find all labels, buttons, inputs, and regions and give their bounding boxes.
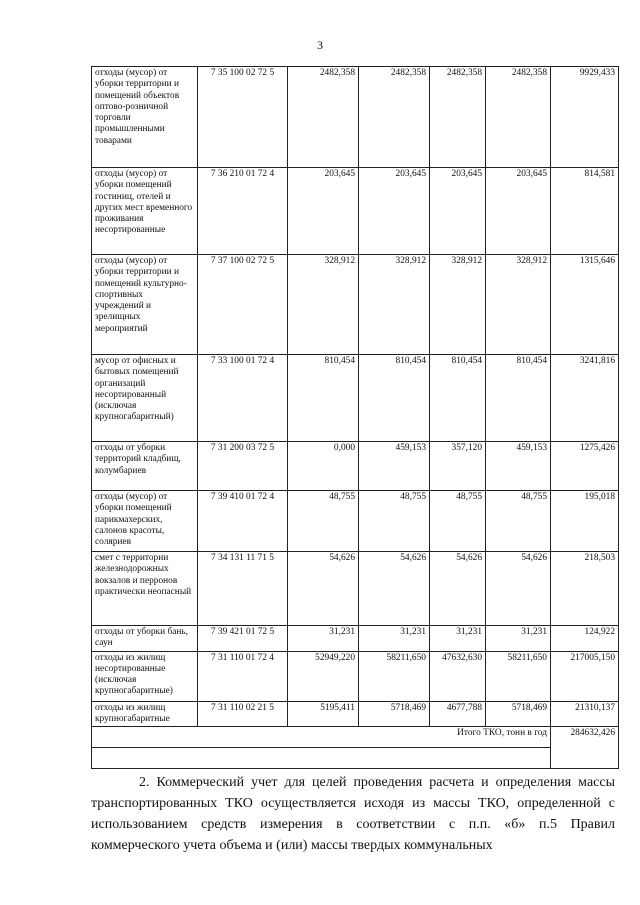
body-text [91, 772, 615, 856]
table-row [92, 67, 619, 168]
waste-name-cell: смет с территории железнодорожных вокзалов и перронов практически неопасный [92, 552, 198, 626]
waste-name-cell: отходы (мусор) от уборки территории и помещений объектов оптово-розничной торговли промышленными товарами [92, 67, 198, 168]
value-cell-3: 203,645 [430, 168, 486, 255]
value-cell-3: 328,912 [430, 255, 486, 355]
row-total-cell: 217005,150 [551, 651, 619, 701]
value-cell-2: 54,626 [359, 552, 430, 626]
row-total-cell: 124,922 [551, 626, 619, 652]
value-cell-3: 357,120 [430, 442, 486, 491]
table-row [92, 355, 619, 442]
value-cell-1: 54,626 [288, 552, 359, 626]
value-cell-2: 31,231 [359, 626, 430, 652]
value-cell-3: 31,231 [430, 626, 486, 652]
total-value: 284632,426 [551, 727, 619, 769]
row-total-cell: 218,503 [551, 552, 619, 626]
value-cell-1: 52949,220 [288, 651, 359, 701]
total-spacer-cell [92, 748, 551, 769]
fkko-code-cell: 7 31 200 03 72 5 [198, 442, 288, 491]
table-row [92, 168, 619, 255]
value-cell-4: 54,626 [486, 552, 551, 626]
waste-name-cell: отходы (мусор) от уборки территории и помещений культурно-спортивных учреждений и зрелищных мероприятий [92, 255, 198, 355]
row-total-cell: 1275,426 [551, 442, 619, 491]
value-cell-4: 31,231 [486, 626, 551, 652]
page-number: 3 [317, 38, 323, 52]
value-cell-4: 459,153 [486, 442, 551, 491]
total-row-spacer [92, 748, 619, 769]
table-row [92, 552, 619, 626]
fkko-code-cell: 7 36 210 01 72 4 [198, 168, 288, 255]
value-cell-2: 203,645 [359, 168, 430, 255]
fkko-code-cell: 7 37 100 02 72 5 [198, 255, 288, 355]
value-cell-3: 48,755 [430, 491, 486, 552]
waste-name-cell: отходы от уборки бань, саун [92, 626, 198, 652]
value-cell-4: 2482,358 [486, 67, 551, 168]
row-total-cell: 195,018 [551, 491, 619, 552]
row-total-cell: 3241,816 [551, 355, 619, 442]
fkko-code-cell: 7 31 110 02 21 5 [198, 701, 288, 727]
table-row [92, 701, 619, 727]
value-cell-1: 0,000 [288, 442, 359, 491]
value-cell-3: 47632,630 [430, 651, 486, 701]
waste-name-cell: отходы из жилищ крупногабаритные [92, 701, 198, 727]
value-cell-4: 58211,650 [486, 651, 551, 701]
value-cell-2: 459,153 [359, 442, 430, 491]
value-cell-4: 203,645 [486, 168, 551, 255]
value-cell-1: 48,755 [288, 491, 359, 552]
waste-name-cell: отходы (мусор) от уборки помещений парикмахерских, салонов красоты, соляриев [92, 491, 198, 552]
value-cell-1: 203,645 [288, 168, 359, 255]
table-row [92, 255, 619, 355]
row-total-cell: 21310,137 [551, 701, 619, 727]
waste-name-cell: отходы от уборки территорий кладбищ, колумбариев [92, 442, 198, 491]
value-cell-2: 48,755 [359, 491, 430, 552]
waste-name-cell: отходы из жилищ несортированные (исключая крупногабаритные) [92, 651, 198, 701]
value-cell-1: 328,912 [288, 255, 359, 355]
value-cell-4: 328,912 [486, 255, 551, 355]
waste-name-cell: отходы (мусор) от уборки помещений гостиниц, отелей и других мест временного проживания несортированные [92, 168, 198, 255]
waste-name-cell: мусор от офисных и бытовых помещений организаций несортированный (исключая крупногабаритный) [92, 355, 198, 442]
fkko-code-cell: 7 35 100 02 72 5 [198, 67, 288, 168]
row-total-cell: 1315,646 [551, 255, 619, 355]
value-cell-4: 5718,469 [486, 701, 551, 727]
waste-table [91, 66, 619, 769]
value-cell-2: 810,454 [359, 355, 430, 442]
total-label: Итого ТКО, тонн в год [92, 727, 551, 748]
table-row [92, 442, 619, 491]
value-cell-3: 4677,788 [430, 701, 486, 727]
table-row [92, 491, 619, 552]
value-cell-2: 5718,469 [359, 701, 430, 727]
value-cell-2: 58211,650 [359, 651, 430, 701]
value-cell-3: 810,454 [430, 355, 486, 442]
value-cell-4: 48,755 [486, 491, 551, 552]
value-cell-2: 328,912 [359, 255, 430, 355]
total-row [92, 727, 619, 748]
row-total-cell: 9929,433 [551, 67, 619, 168]
value-cell-4: 810,454 [486, 355, 551, 442]
fkko-code-cell: 7 33 100 01 72 4 [198, 355, 288, 442]
row-total-cell: 814,581 [551, 168, 619, 255]
value-cell-1: 5195,411 [288, 701, 359, 727]
table-row [92, 626, 619, 652]
paragraph-2: 2. Коммерческий учет для целей проведения расчета и определения массы транспортированных ТКО осуществляется исходя из массы ТКО, определенной с использованием средств измерения в соответствии с п.п. «б» п.5 Правил коммерческого учета объема и (или) массы твердых коммунальных [91, 775, 615, 853]
value-cell-1: 2482,358 [288, 67, 359, 168]
waste-table-body [92, 67, 619, 727]
fkko-code-cell: 7 34 131 11 71 5 [198, 552, 288, 626]
fkko-code-cell: 7 39 410 01 72 4 [198, 491, 288, 552]
value-cell-1: 31,231 [288, 626, 359, 652]
value-cell-1: 810,454 [288, 355, 359, 442]
value-cell-3: 2482,358 [430, 67, 486, 168]
value-cell-3: 54,626 [430, 552, 486, 626]
fkko-code-cell: 7 31 110 01 72 4 [198, 651, 288, 701]
table-row [92, 651, 619, 701]
value-cell-2: 2482,358 [359, 67, 430, 168]
fkko-code-cell: 7 39 421 01 72 5 [198, 626, 288, 652]
